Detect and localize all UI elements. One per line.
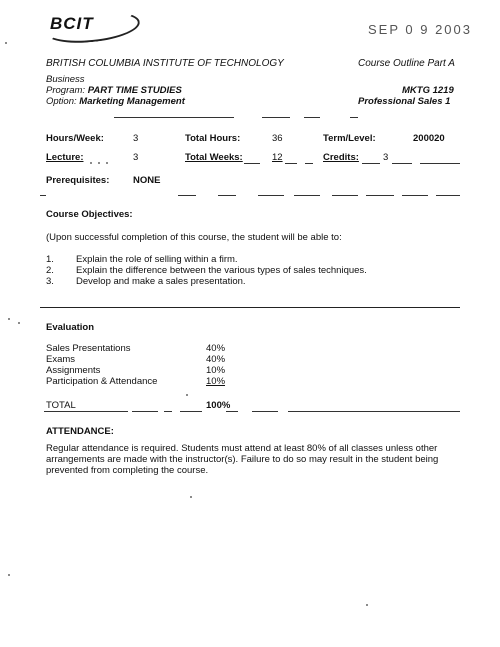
objective-3-number: 3. [46,276,54,287]
bcit-logo: BCIT [50,14,94,33]
speck [18,322,20,324]
total-hours-value: 36 [272,133,283,144]
attendance-line: Regular attendance is required. Students must attend at least 80% of all classes unless other [46,443,438,454]
eval-row-label: Exams [46,354,76,365]
eval-row-value: 10% [206,365,226,376]
hours-week-value: 3 [133,133,139,144]
eval-row-label: Assignments [46,365,101,376]
total-rule-3 [164,411,172,412]
prereq-rule-2 [178,195,196,196]
lecture-label: Lecture: [46,152,84,163]
objective-2-text: Explain the difference between the various types of sales techniques. [76,265,367,276]
eval-row-label: Sales Presentations [46,343,131,354]
speck [8,318,10,320]
option-label: Option: [46,96,77,107]
objective-1-text: Explain the role of selling within a firm. [76,254,238,265]
total-weeks-label: Total Weeks: [185,152,243,163]
total-weeks-rule-b [285,163,297,164]
term-level-label: Term/Level: [323,133,376,144]
attendance-heading: ATTENDANCE: [46,426,114,437]
total-weeks-rule-c [305,163,313,164]
speck [5,42,7,44]
objective-2-number: 2. [46,265,54,276]
total-rule-2 [132,411,158,412]
hours-week-label: Hours/Week: [46,133,104,144]
program-value: PART TIME STUDIES [87,85,182,96]
speck [366,604,368,606]
total-rule-4 [180,411,202,412]
objectives-intro: (Upon successful completion of this course, the student will be able to: [46,232,342,243]
institute-name: BRITISH COLUMBIA INSTITUTE OF TECHNOLOGY [46,58,284,69]
speck [190,496,192,498]
eval-row-value: 40% [206,343,226,354]
prereq-rule-4 [258,195,284,196]
objective-1-number: 1. [46,254,54,265]
total-value: 100% [206,400,231,411]
term-level-value: 200020 [413,133,445,144]
option-line [46,96,185,107]
credits-rule-a [362,163,380,164]
attendance-line: arrangements are made with the instructor(s). Failure to do so may result in the student being [46,454,439,465]
date-stamp: SEP 0 9 2003 [368,22,472,37]
total-rule-7 [288,411,460,412]
credits-value: 3 [383,152,389,163]
eval-row-value: 40% [206,354,226,365]
attendance-line: prevented from completing the course. [46,465,209,476]
header-rule-1 [114,117,234,118]
prereq-rule-3 [218,195,236,196]
lecture-value: 3 [133,152,139,163]
header-rule-2 [262,117,290,118]
total-weeks-rule-a [244,163,260,164]
program-label: Program: [46,85,86,96]
total-weeks-value: 12 [272,152,283,163]
course-name: Professional Sales 1 [358,96,451,107]
evaluation-heading: Evaluation [46,322,95,333]
total-hours-label: Total Hours: [185,133,241,144]
option-value: Marketing Management [79,96,185,107]
speck [186,394,188,396]
credits-rule-b [392,163,412,164]
speck [8,574,10,576]
total-rule-5 [226,411,238,412]
prereq-rule-8 [402,195,428,196]
total-rule-6 [252,411,278,412]
prereq-rule-7 [366,195,394,196]
outline-label: Course Outline Part A [358,58,455,69]
school-name: Business [46,74,85,85]
header-rule-4 [350,117,358,118]
course-code: MKTG 1219 [402,85,454,96]
eval-row-value: 10% [206,376,226,387]
prereq-rule-6 [332,195,358,196]
total-rule-1 [44,411,128,412]
objectives-heading: Course Objectives: [46,209,133,220]
credits-label: Credits: [323,152,359,163]
prerequisites-value: NONE [133,175,161,186]
prereq-rule-9 [436,195,460,196]
objective-3-text: Develop and make a sales presentation. [76,276,246,287]
section-rule [40,307,460,308]
total-label: TOTAL [46,400,76,411]
eval-row-label: Participation & Attendance [46,376,158,387]
credits-rule-c [420,163,460,164]
prerequisites-label: Prerequisites: [46,175,110,186]
program-line [46,85,182,96]
prereq-rule-1 [40,195,46,196]
header-rule-3 [304,117,320,118]
prereq-rule-5 [294,195,320,196]
